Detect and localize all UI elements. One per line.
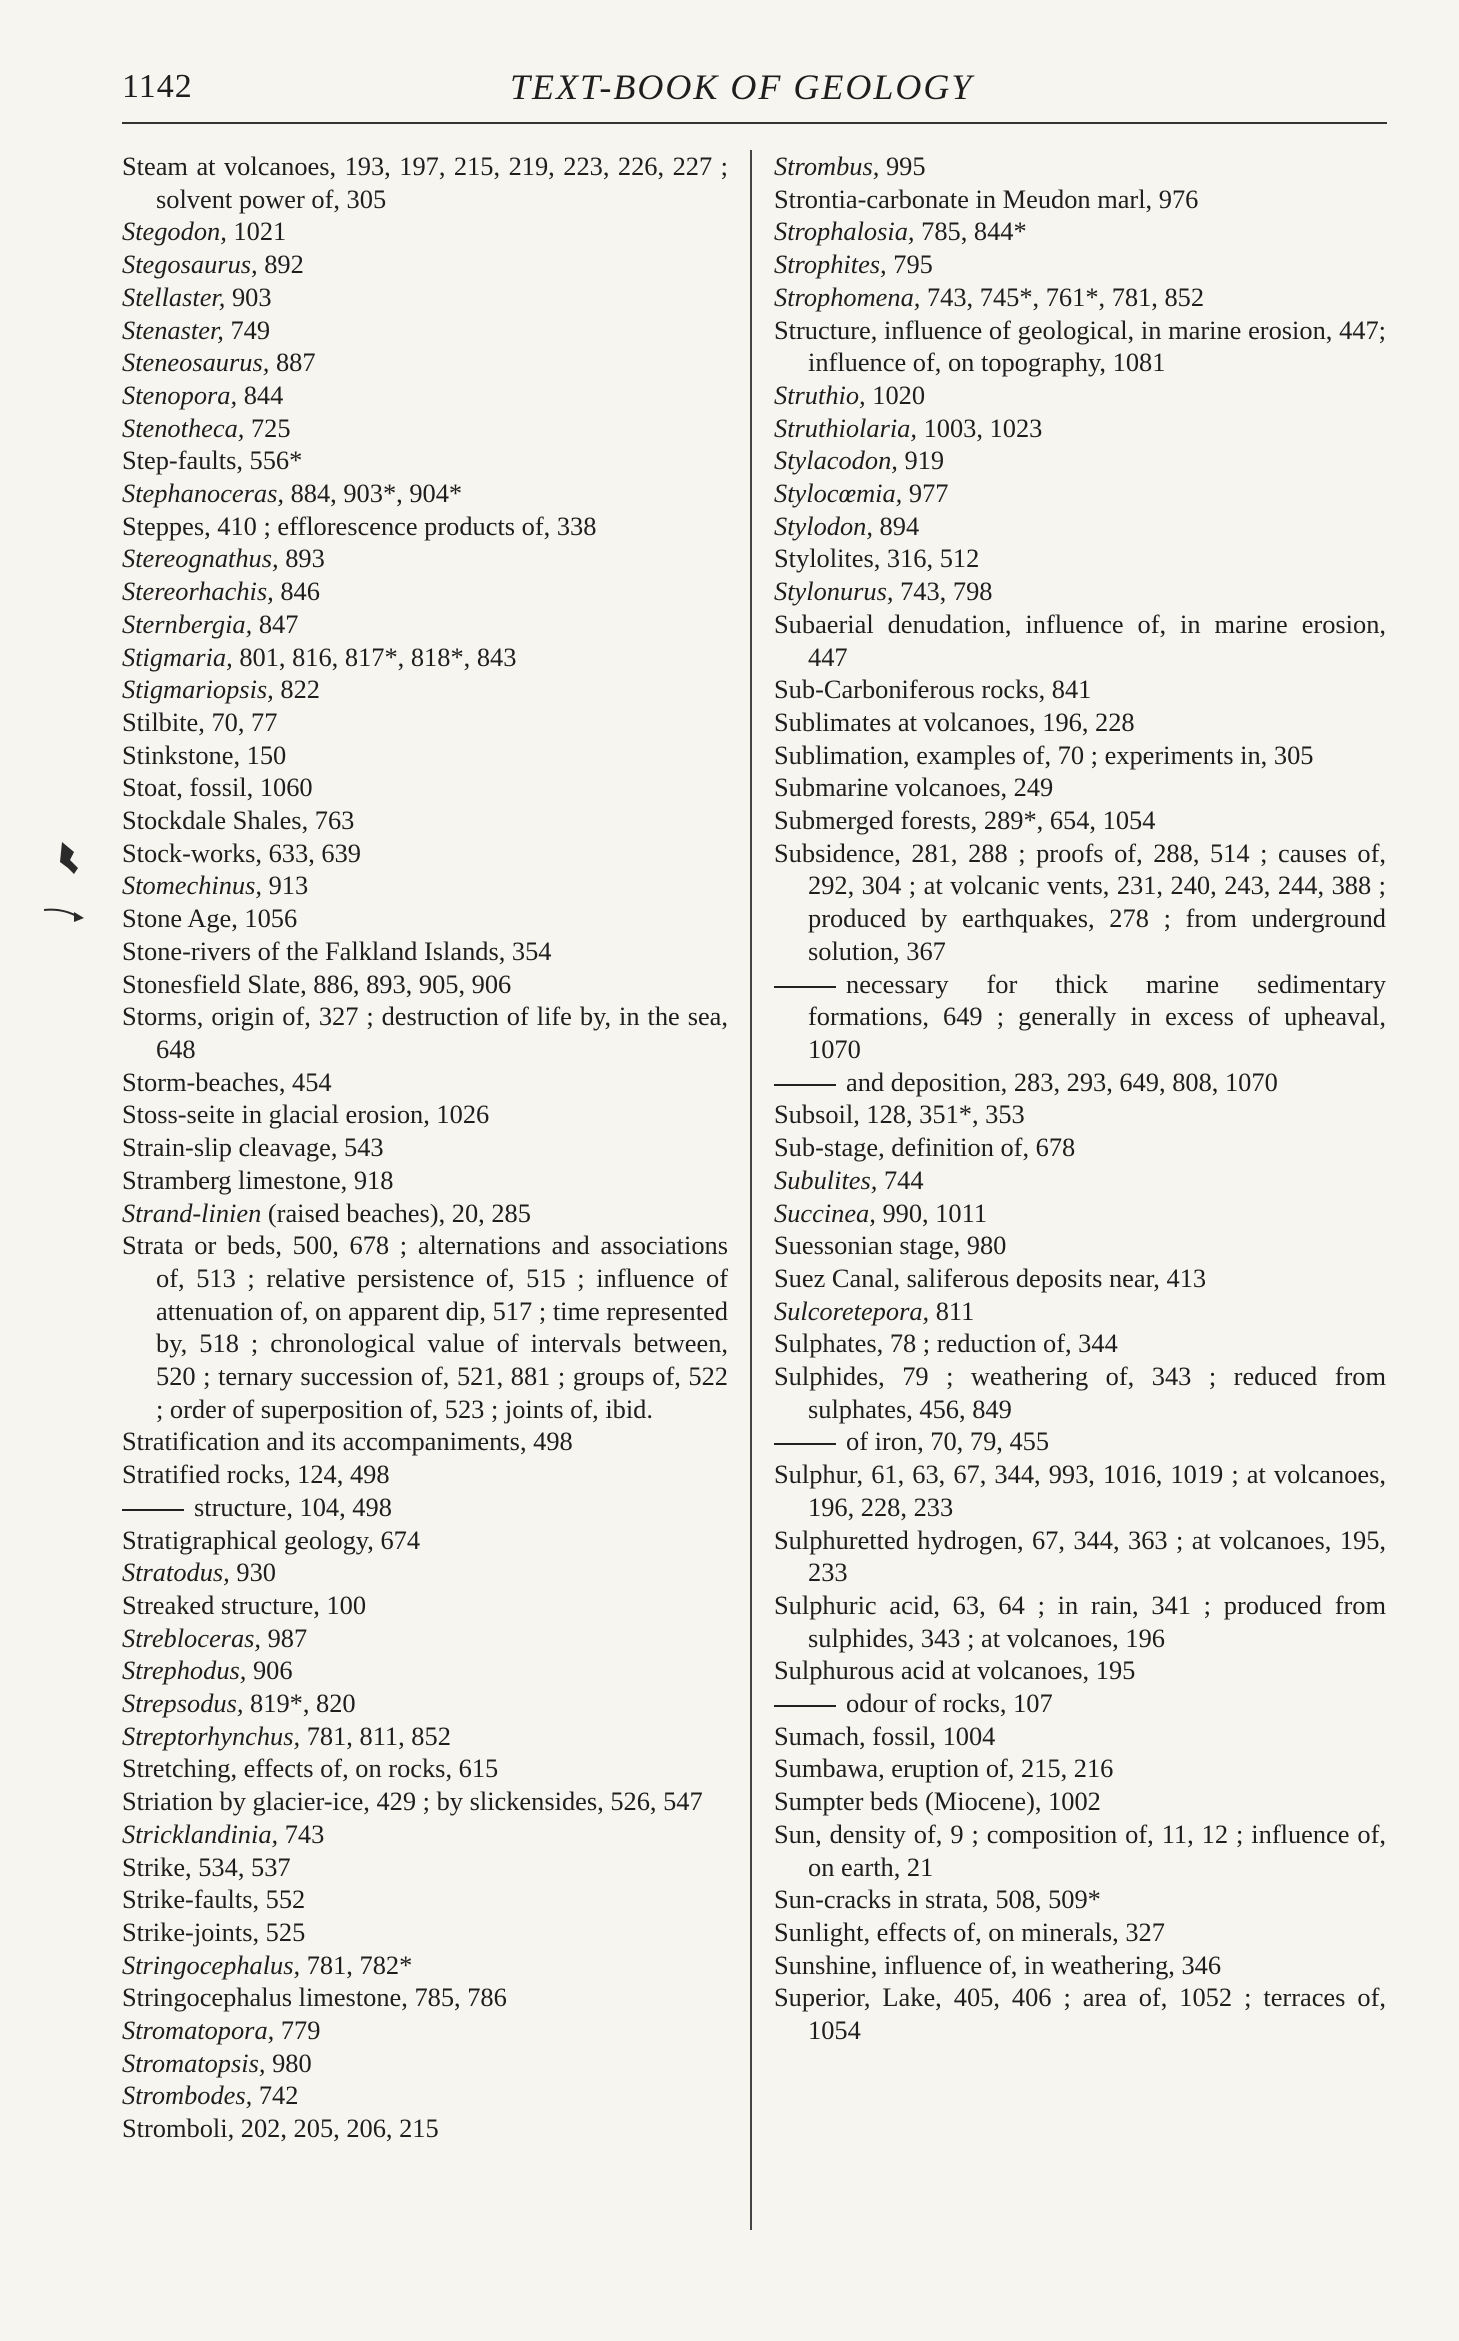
index-entry	[774, 1524, 1386, 1589]
index-page-refs: 980	[265, 2047, 312, 2078]
pencil-mark-icon	[44, 838, 124, 938]
index-entry	[122, 1524, 728, 1557]
index-entry	[774, 1981, 1386, 2046]
index-entry	[774, 673, 1386, 706]
index-page-refs: 779	[274, 2015, 321, 2046]
index-entry	[774, 1654, 1386, 1687]
index-term: Stringocephalus limestone, 785, 786	[122, 1982, 507, 2013]
index-term: structure, 104, 498	[194, 1491, 392, 1522]
index-entry	[774, 1752, 1386, 1785]
index-entry	[774, 412, 1386, 445]
index-entry	[122, 444, 728, 477]
index-page-refs: 884, 903*, 904*	[283, 478, 463, 509]
index-entry	[122, 248, 728, 281]
index-term: odour of rocks, 107	[846, 1688, 1053, 1719]
index-entry	[774, 771, 1386, 804]
index-entry	[122, 1720, 728, 1753]
index-entry	[122, 1589, 728, 1622]
index-entry	[122, 215, 728, 248]
index-term: Stretching, effects of, on rocks, 615	[122, 1753, 499, 1784]
index-term: Stellaster,	[122, 281, 226, 312]
index-entry	[122, 1883, 728, 1916]
index-term: Struthio,	[774, 379, 866, 410]
index-term: Subsoil, 128, 351*, 353	[774, 1099, 1025, 1130]
index-page-refs: 990, 1011	[875, 1197, 988, 1228]
index-page-refs: 743, 798	[893, 576, 993, 607]
index-term: Sub-stage, definition of, 678	[774, 1132, 1076, 1163]
index-term: Submerged forests, 289*, 654, 1054	[774, 805, 1156, 836]
index-entry	[774, 1949, 1386, 1982]
index-entry	[122, 1949, 728, 1982]
index-term: Structure, influence of geological, in marine erosion, 447; influence of, on topography, 1081	[774, 314, 1386, 378]
index-term: Stricklandinia,	[122, 1818, 279, 1849]
index-term: of iron, 70, 79, 455	[846, 1426, 1050, 1457]
index-entry	[122, 510, 728, 543]
index-term: Strike-faults, 552	[122, 1884, 306, 1915]
index-page-refs: 844	[237, 379, 284, 410]
index-entry	[122, 379, 728, 412]
index-entry	[774, 1589, 1386, 1654]
index-entry	[122, 150, 728, 215]
ditto-dash	[774, 986, 836, 988]
index-entry	[774, 1066, 1386, 1099]
index-term: Steam at volcanoes, 193, 197, 215, 219, 223, 226, 227 ; solvent power of, 305	[122, 151, 728, 214]
index-term: Sulcoretepora,	[774, 1295, 930, 1326]
ditto-dash	[774, 1084, 836, 1086]
index-term: Stephanoceras,	[122, 478, 284, 509]
index-term: Stockdale Shales, 763	[122, 805, 355, 836]
index-term: Strophalosia,	[774, 216, 915, 247]
index-term: Stratigraphical geology, 674	[122, 1524, 421, 1555]
index-term: Strophomena,	[774, 281, 921, 312]
index-term: Stenopora,	[122, 379, 238, 410]
index-term: Strephodus,	[122, 1655, 247, 1686]
index-term: Step-faults, 556*	[122, 445, 303, 476]
index-entry	[774, 444, 1386, 477]
index-term: Strata or beds, 500, 678 ; alternations and associations of, 513 ; relative persistence of, 515 ; influence of attenuation of, on apparent dip, 517 ; time represented by, 518 ; chronological value of intervals between, 520 ; ternary succession of, 521, 881 ; groups of, 522 ; order of superposition of, 523 ; joints of, ibid.	[122, 1230, 728, 1424]
index-term: Stereognathus,	[122, 543, 279, 574]
index-term: Strombodes,	[122, 2080, 253, 2111]
index-term: Stratification and its accompaniments, 498	[122, 1426, 573, 1457]
index-entry	[774, 1262, 1386, 1295]
index-term: Stoss-seite in glacial erosion, 1026	[122, 1099, 490, 1130]
index-entry	[122, 1458, 728, 1491]
index-page-refs: 795	[886, 249, 933, 280]
index-term: Sun, density of, 9 ; composition of, 11, 12 ; influence of, on earth, 21	[774, 1818, 1386, 1882]
index-entry	[122, 608, 728, 641]
index-page-refs: 744	[877, 1164, 924, 1195]
index-term: Strike, 534, 537	[122, 1851, 291, 1882]
index-entry	[774, 1098, 1386, 1131]
index-entry	[774, 837, 1386, 968]
index-term: Struthiolaria,	[774, 412, 917, 443]
index-entry	[122, 1818, 728, 1851]
index-page-refs: 887	[269, 347, 316, 378]
index-page-refs: 743, 745*, 761*, 781, 852	[920, 281, 1205, 312]
index-entry	[122, 1164, 728, 1197]
index-term: Stegosaurus,	[122, 249, 258, 280]
index-term: Stromatopora,	[122, 2015, 275, 2046]
index-term: Sublimates at volcanoes, 196, 228	[774, 706, 1135, 737]
index-entry	[774, 215, 1386, 248]
index-term: Stylacodon,	[774, 445, 898, 476]
index-page-refs: 1021	[226, 216, 287, 247]
index-entry	[774, 281, 1386, 314]
index-entry	[774, 575, 1386, 608]
index-page-refs: 847	[252, 608, 299, 639]
index-term: Succinea,	[774, 1197, 876, 1228]
index-page-refs: 801, 816, 817*, 818*, 843	[232, 641, 517, 672]
index-entry	[774, 1229, 1386, 1262]
index-page-refs: 781, 782*	[300, 1949, 413, 1980]
index-entry	[122, 902, 728, 935]
index-page-refs: 987	[261, 1622, 308, 1653]
index-page-refs: 919	[897, 445, 945, 476]
index-entry	[122, 1622, 728, 1655]
index-term: Stylolites, 316, 512	[774, 543, 980, 574]
index-term: Stylodon,	[774, 510, 873, 541]
index-page-refs: 894	[872, 510, 920, 541]
index-term: and deposition, 283, 293, 649, 808, 1070	[846, 1066, 1278, 1097]
index-entry	[122, 412, 728, 445]
index-entry	[774, 1818, 1386, 1883]
page-header	[0, 60, 1459, 110]
index-entry	[122, 1851, 728, 1884]
index-term: Strain-slip cleavage, 543	[122, 1132, 384, 1163]
index-column-right	[774, 150, 1386, 2047]
index-term: Stramberg limestone, 918	[122, 1164, 394, 1195]
index-entry	[122, 1687, 728, 1720]
index-page-refs: 743	[278, 1818, 325, 1849]
index-term: Stringocephalus,	[122, 1949, 301, 1980]
index-term: Stilbite, 70, 77	[122, 706, 278, 737]
running-title: TEXT-BOOK OF GEOLOGY	[510, 67, 974, 107]
index-term: Stoat, fossil, 1060	[122, 772, 313, 803]
index-page-refs: 781, 811, 852	[300, 1720, 451, 1751]
index-term: Stratodus,	[122, 1557, 230, 1588]
index-term: Storm-beaches, 454	[122, 1066, 332, 1097]
index-term: Stenaster,	[122, 314, 224, 345]
index-term: Subaerial denudation, influence of, in marine erosion, 447	[774, 608, 1386, 672]
index-term: Storms, origin of, 327 ; destruction of life by, in the sea, 648	[122, 1001, 728, 1064]
index-entry	[774, 1458, 1386, 1523]
index-term: Strombus,	[774, 151, 880, 181]
index-entry	[122, 804, 728, 837]
index-term: Stone Age, 1056	[122, 903, 298, 934]
index-term: Stenotheca,	[122, 412, 245, 443]
index-term: Strebloceras,	[122, 1622, 262, 1653]
index-page-refs: 903	[225, 281, 272, 312]
index-entry	[122, 869, 728, 902]
index-entry	[774, 1425, 1386, 1458]
index-page-refs: 1020	[865, 379, 926, 410]
index-term: Stereorhachis,	[122, 576, 274, 607]
index-term: Strophites,	[774, 249, 887, 280]
index-page-refs: 822	[273, 674, 320, 705]
index-page-refs: 819*, 820	[243, 1688, 356, 1719]
index-term: Sulphuretted hydrogen, 67, 344, 363 ; at volcanoes, 195, 233	[774, 1524, 1386, 1588]
index-entry	[774, 477, 1386, 510]
ditto-dash	[122, 1509, 184, 1511]
index-entry	[774, 1164, 1386, 1197]
index-entry	[122, 837, 728, 870]
index-term: Strand-linien	[122, 1197, 262, 1228]
index-entry	[122, 771, 728, 804]
index-page-refs: 846	[273, 576, 320, 607]
index-entry	[774, 314, 1386, 379]
index-term: Sumbawa, eruption of, 215, 216	[774, 1753, 1114, 1784]
index-page-refs: 785, 844*	[914, 216, 1027, 247]
index-term: Stinkstone, 150	[122, 739, 287, 770]
index-term: Sun-cracks in strata, 508, 509*	[774, 1884, 1101, 1915]
index-term: Suessonian stage, 980	[774, 1230, 1007, 1261]
index-entry	[122, 673, 728, 706]
index-entry	[774, 804, 1386, 837]
index-column-left	[122, 150, 728, 2145]
index-entry	[122, 739, 728, 772]
index-entry	[774, 1327, 1386, 1360]
index-entry	[122, 1752, 728, 1785]
index-entry	[122, 1981, 728, 2014]
index-entry	[122, 1000, 728, 1065]
index-entry	[774, 706, 1386, 739]
index-entry	[774, 150, 1386, 183]
index-term: Suez Canal, saliferous deposits near, 413	[774, 1262, 1207, 1293]
index-entry	[122, 1229, 728, 1425]
index-term: Stromboli, 202, 205, 206, 215	[122, 2113, 439, 2144]
index-term: Superior, Lake, 405, 406 ; area of, 1052 ; terraces of, 1054	[774, 1982, 1386, 2046]
index-page-refs: 913	[262, 870, 309, 901]
index-entry	[122, 2079, 728, 2112]
index-entry	[774, 608, 1386, 673]
index-entry	[122, 1066, 728, 1099]
index-entry	[122, 1491, 728, 1524]
index-term: Sumpter beds (Miocene), 1002	[774, 1786, 1101, 1817]
index-entry	[122, 2014, 728, 2047]
index-entry	[122, 1197, 728, 1230]
index-entry	[774, 1720, 1386, 1753]
index-term: Stigmaria,	[122, 641, 233, 672]
index-entry	[122, 641, 728, 674]
index-term: Sulphur, 61, 63, 67, 344, 993, 1016, 1019 ; at volcanoes, 196, 228, 233	[774, 1459, 1386, 1522]
index-page-refs: 725	[244, 412, 291, 443]
index-term: Sublimation, examples of, 70 ; experiments in, 305	[774, 739, 1314, 770]
index-entry	[122, 2047, 728, 2080]
index-term: Sulphides, 79 ; weathering of, 343 ; reduced from sulphates, 456, 849	[774, 1361, 1386, 1424]
index-entry	[774, 1785, 1386, 1818]
index-entry	[774, 1916, 1386, 1949]
index-term: Sulphurous acid at volcanoes, 195	[774, 1655, 1136, 1686]
index-entry	[774, 379, 1386, 412]
header-rule	[122, 122, 1387, 124]
index-page-refs: 977	[902, 478, 949, 509]
index-term: Sumach, fossil, 1004	[774, 1720, 996, 1751]
index-page-refs: 1003, 1023	[916, 412, 1043, 443]
index-term: Streaked structure, 100	[122, 1589, 367, 1620]
index-entry	[122, 346, 728, 379]
index-term: Stegodon,	[122, 216, 227, 247]
index-term: Strontia-carbonate in Meudon marl, 976	[774, 183, 1199, 214]
index-term: Sub-Carboniferous rocks, 841	[774, 674, 1092, 705]
index-term: Sunlight, effects of, on minerals, 327	[774, 1916, 1165, 1947]
index-entry	[774, 1197, 1386, 1230]
index-entry	[122, 1556, 728, 1589]
index-entry	[774, 1883, 1386, 1916]
index-term: Steneosaurus,	[122, 347, 270, 378]
index-entry	[122, 2112, 728, 2145]
index-term: Submarine volcanoes, 249	[774, 772, 1054, 803]
index-term: Subsidence, 281, 288 ; proofs of, 288, 514 ; causes of, 292, 304 ; at volcanic vents, 231, 240, 243, 244, 388 ; produced by earthquakes, 278 ; from underground solution, 367	[774, 837, 1386, 966]
index-entry	[122, 281, 728, 314]
index-entry	[774, 542, 1386, 575]
index-page-refs: 930	[229, 1557, 276, 1588]
index-entry	[122, 1785, 728, 1818]
index-entry	[122, 1131, 728, 1164]
index-entry	[122, 314, 728, 347]
index-term: Sulphates, 78 ; reduction of, 344	[774, 1328, 1118, 1359]
index-term: Stonesfield Slate, 886, 893, 905, 906	[122, 968, 512, 999]
index-entry	[774, 1131, 1386, 1164]
index-term: Stone-rivers of the Falkland Islands, 354	[122, 935, 552, 966]
index-page-refs: 893	[278, 543, 325, 574]
index-entry	[122, 935, 728, 968]
index-term: Stylonurus,	[774, 576, 894, 607]
index-entry	[122, 1654, 728, 1687]
index-term: Streptorhynchus,	[122, 1720, 301, 1751]
index-term: Stromatopsis,	[122, 2047, 266, 2078]
index-entry	[122, 1916, 728, 1949]
index-entry	[774, 968, 1386, 1066]
index-entry	[774, 1360, 1386, 1425]
index-entry	[122, 706, 728, 739]
index-term: Strike-joints, 525	[122, 1916, 306, 1947]
index-term: Stock-works, 633, 639	[122, 837, 361, 868]
index-entry	[774, 510, 1386, 543]
index-term: Subulites,	[774, 1164, 878, 1195]
index-term: Sunshine, influence of, in weathering, 346	[774, 1949, 1222, 1980]
index-entry	[122, 477, 728, 510]
index-page-refs: 892	[257, 249, 304, 280]
index-term: Striation by glacier-ice, 429 ; by slickensides, 526, 547	[122, 1786, 703, 1817]
index-term: Stomechinus,	[122, 870, 262, 901]
ditto-dash	[774, 1443, 836, 1445]
column-divider	[750, 150, 752, 2230]
index-page-refs: 906	[246, 1655, 293, 1686]
index-term: Strepsodus,	[122, 1688, 244, 1719]
page-number: 1142	[122, 68, 193, 105]
index-entry	[774, 1687, 1386, 1720]
index-page-refs: 742	[252, 2080, 299, 2111]
index-entry	[122, 1425, 728, 1458]
index-entry	[774, 1295, 1386, 1328]
index-entry	[122, 1098, 728, 1131]
index-page-refs: 811	[929, 1295, 975, 1326]
index-entry	[774, 739, 1386, 772]
ditto-dash	[774, 1705, 836, 1707]
index-term: Stratified rocks, 124, 498	[122, 1459, 390, 1490]
index-term: Steppes, 410 ; efflorescence products of, 338	[122, 510, 597, 541]
index-page-refs: (raised beaches), 20, 285	[261, 1197, 531, 1228]
index-entry	[774, 248, 1386, 281]
index-term: Sulphuric acid, 63, 64 ; in rain, 341 ; produced from sulphides, 343 ; at volcanoes, 196	[774, 1589, 1386, 1653]
index-term: Stylocœmia,	[774, 478, 903, 509]
index-term: Stigmariopsis,	[122, 674, 274, 705]
index-entry	[122, 542, 728, 575]
index-term: necessary for thick marine sedimentary formations, 649 ; generally in excess of upheaval, 1070	[808, 968, 1386, 1064]
index-term: Sternbergia,	[122, 608, 253, 639]
index-entry	[774, 183, 1386, 216]
index-entry	[122, 575, 728, 608]
index-entry	[122, 968, 728, 1001]
index-page-refs: 995	[879, 151, 926, 181]
index-page-refs: 749	[223, 314, 271, 345]
